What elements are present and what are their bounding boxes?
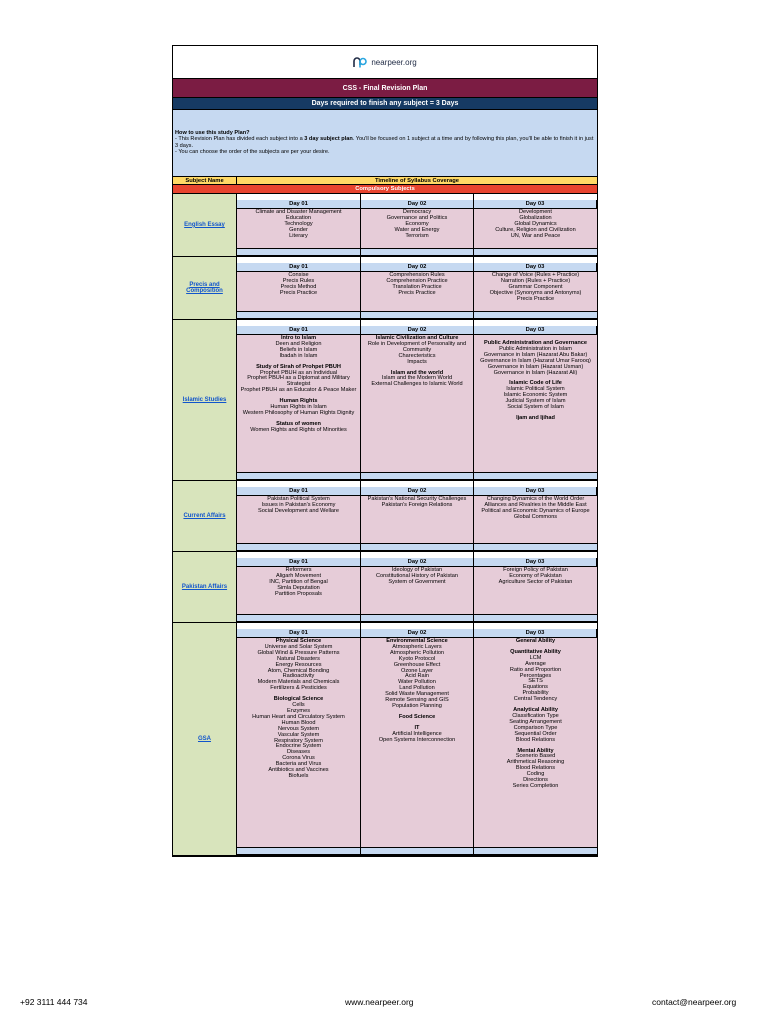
spacer-cell <box>361 249 474 256</box>
topic-item: Education <box>286 214 311 221</box>
subject-name-cell <box>173 623 237 855</box>
topic-heading: Mental Ability <box>517 747 554 754</box>
topic-heading: Ijam and Ijihad <box>516 414 555 421</box>
day-header: Day 02 <box>361 200 474 209</box>
spacer-cell <box>237 544 361 551</box>
topic-item: Diseases <box>286 749 310 756</box>
topic-item: System of Government <box>388 578 446 585</box>
topic-heading: Public Administration and Governance <box>484 340 587 346</box>
topic-item: Governance in Islam (Hazarat Usman) <box>487 363 584 370</box>
topic-item: Human Blood <box>281 719 316 726</box>
subject-name-cell <box>173 257 237 319</box>
subject-row <box>173 552 597 623</box>
topic-item: Classification Type <box>512 712 559 719</box>
topic-item: Economy of Pakistan <box>509 572 562 579</box>
topic-item: Precis Rules <box>282 277 315 284</box>
topic-item: Social System of Islam <box>507 404 564 411</box>
topic-item: Atmospheric Pollution <box>389 649 445 656</box>
day-header: Day 01 <box>237 200 361 209</box>
day-content <box>237 567 361 615</box>
topic-item: Comparison Type <box>513 724 558 731</box>
topic-item: Coding <box>526 771 545 778</box>
topic-item: Precis Method <box>280 283 317 290</box>
topic-item: Vascular System <box>277 731 320 738</box>
spacer-cell <box>237 615 361 622</box>
spacer-cell <box>474 473 597 480</box>
topic-item: Percentages <box>519 672 552 679</box>
topic-item: Kyoto Protocol <box>398 655 436 662</box>
subject-link[interactable]: Pakistan Affairs <box>181 583 228 590</box>
topic-item: Energy Resources <box>275 661 322 668</box>
topic-item: Culture, Religion and Civilization <box>495 226 576 233</box>
topic-item: Islam and the Modern World <box>381 375 453 382</box>
day-content <box>237 272 361 312</box>
topic-item: Economy <box>405 220 429 227</box>
topic-item: Governance in Islam (Hazarat Ali) <box>493 369 578 376</box>
topic-item: Atmospheric Layers <box>392 643 442 650</box>
spacer-cell <box>474 249 597 256</box>
day-header: Day 02 <box>361 558 474 567</box>
day-header: Day 01 <box>237 487 361 496</box>
spacer-cell <box>361 615 474 622</box>
subject-link[interactable]: English Essay <box>184 221 225 228</box>
topic-item: Water Pollution <box>398 679 436 686</box>
topic-item: Role in Development of Personality and Community <box>367 340 467 353</box>
howto-line-2: - You can choose the order of the subjects are per your desire. <box>175 148 330 155</box>
topic-item: Literary <box>289 232 308 239</box>
day-header: Day 03 <box>474 263 597 272</box>
topic-item: Probability <box>522 690 549 697</box>
topic-item: Objective (Synonyms and Antonyms) <box>489 289 582 296</box>
subject-row <box>173 257 597 320</box>
day-content <box>237 335 361 473</box>
topic-item: Average <box>525 660 546 667</box>
topic-item: Social Development and Wellare <box>257 507 340 514</box>
topic-item: UN, War and Peace <box>510 232 561 239</box>
topic-item: Nervous System <box>277 725 320 732</box>
topic-item: Ratio and Proportion <box>509 666 562 673</box>
topic-heading: Food Science <box>398 713 436 720</box>
subject-name-cell <box>173 481 237 551</box>
howto-section <box>173 110 597 177</box>
topic-item: Prophet PBUH as an Individual <box>259 369 338 376</box>
topic-item: Technology <box>284 220 313 227</box>
logo-row <box>173 46 597 79</box>
topic-item: Comprehension Practice <box>386 277 448 284</box>
topic-item: Prophet PBUH as a Diplomat and Military Strategist <box>247 375 350 388</box>
day-header: Day 01 <box>237 558 361 567</box>
day-header: Day 01 <box>237 263 361 272</box>
topic-item: Blood Relations <box>515 765 556 772</box>
spacer-cell <box>361 312 474 319</box>
topic-item: Population Planning <box>392 702 442 709</box>
day-header: Day 03 <box>474 326 597 335</box>
topic-item: Corona Virus <box>282 755 315 762</box>
topic-item: Central Tendency <box>513 696 558 703</box>
topic-item: Bacteria and Virus <box>275 761 322 768</box>
topic-heading: Islam and the world <box>390 369 444 376</box>
subject-row <box>173 623 597 856</box>
howto-line-1: - This Revision Plan has divided each subject into a 3 day subject plan. You'll be focused on 1 subject at a time and by following this plan, you'll be able to finish it in just 3 days. <box>175 136 594 149</box>
topic-item: Governance and Politics <box>386 214 448 221</box>
topic-item: Artificial Intelligence <box>392 730 442 737</box>
topic-item: Global Wind & Pressure Patterns <box>257 649 340 656</box>
day-content <box>474 496 597 544</box>
day-header: Day 02 <box>361 326 474 335</box>
topic-item: Arithmetical Reasoning <box>506 759 565 766</box>
subject-name-header: Subject Name <box>173 177 237 185</box>
topic-item: Constitutional History of Pakistan <box>375 572 459 579</box>
day-header: Day 01 <box>237 629 361 638</box>
topic-item: Public Administration in Islam <box>499 345 572 352</box>
topic-item: Women Rights and Rights of Minorities <box>250 426 347 433</box>
spacer-cell <box>361 544 474 551</box>
topic-item: Precis Practice <box>516 295 555 302</box>
topic-item: Open Systems Interconnection <box>378 736 456 743</box>
topic-item: Atom, Chemical Bonding <box>267 667 330 674</box>
topic-item: Equations <box>523 684 548 691</box>
topic-item: Seating Arrangement <box>509 718 562 725</box>
topic-item: Governance in Islam (Hazarat Umar Farooq) <box>480 357 591 364</box>
topic-item: Foreign Policy of Pakistan <box>503 567 568 573</box>
day-content <box>237 209 361 249</box>
topic-item: Simla Deputation <box>277 584 320 591</box>
spacer-cell <box>474 848 597 855</box>
topic-item: Western Philosophy of Human Rights Dignity <box>242 409 355 416</box>
subject-row <box>173 194 597 257</box>
topic-heading: Intro to Islam <box>280 335 317 341</box>
topic-heading: Quantitative Ability <box>510 648 561 655</box>
topic-item: Charecteristics <box>398 352 436 359</box>
topic-item: Fertilizers & Pesticides <box>270 685 327 692</box>
logo-text: nearpeer.org <box>371 57 417 67</box>
day-content <box>474 209 597 249</box>
topic-item: Islamic Economic System <box>503 392 568 399</box>
topic-item: Islamic Political System <box>506 386 565 393</box>
topic-item: Global Commons <box>513 513 558 520</box>
topic-item: Ozone Layer <box>400 667 434 674</box>
topic-item: Precis Practice <box>279 289 318 296</box>
footer-website[interactable]: www.nearpeer.org <box>345 997 414 1007</box>
revision-plan-sheet <box>172 45 598 857</box>
day-content <box>361 272 474 312</box>
topic-item: Aligarh Movement <box>275 572 322 579</box>
topic-item: Comprehension Rules <box>389 272 445 278</box>
topic-heading: Islamic Code of Life <box>509 380 562 387</box>
topic-item: Impacts <box>407 358 427 365</box>
topic-item: Remote Sensing and GIS <box>385 697 449 704</box>
day-content <box>474 638 597 848</box>
subject-row <box>173 320 597 481</box>
day-content <box>474 335 597 473</box>
topic-item: Pakistan's Foreign Relations <box>381 501 453 508</box>
topic-item: Development <box>519 209 552 215</box>
day-content <box>361 638 474 848</box>
day-content <box>474 272 597 312</box>
topic-item: Ibadah in Islam <box>279 352 318 359</box>
spacer-cell <box>474 312 597 319</box>
topic-item: Modern Materials and Chemicals <box>257 679 340 686</box>
topic-item: Narration (Rules + Practice) <box>500 277 571 284</box>
day-header: Day 03 <box>474 629 597 638</box>
topic-item: Human Heart and Circulatory System <box>252 713 345 720</box>
topic-item: Antibiotics and Vaccines <box>268 767 329 774</box>
subject-name-cell <box>173 194 237 256</box>
topic-item: Terrorism <box>405 232 429 239</box>
topic-item: Change of Voice (Rules + Practice) <box>491 272 580 278</box>
day-content <box>361 209 474 249</box>
topic-item: Land Pollution <box>399 685 435 692</box>
topic-item: Enzymes <box>286 707 310 714</box>
subject-link[interactable]: Islamic Studies <box>182 396 227 403</box>
topic-item: Deen and Religion <box>275 340 322 347</box>
topic-item: Alliances and Rivalries in the Middle East <box>484 501 587 508</box>
topic-heading: Islamic Civilization and Culture <box>375 335 459 341</box>
topic-heading: Study of Sirah of Prohpet PBUH <box>256 363 341 370</box>
spacer-cell <box>474 544 597 551</box>
topic-item: Globalization <box>519 214 552 221</box>
topic-item: Scenerio Based <box>515 753 556 760</box>
topic-item: Changing Dynamics of the World Order <box>486 496 585 502</box>
day-content <box>474 567 597 615</box>
topic-item: Climate and Disaster Management <box>255 209 342 215</box>
topic-item: Series Completion <box>512 782 559 789</box>
topic-heading: Biological Science <box>273 696 324 703</box>
compulsory-subjects-header: Compulsory Subjects <box>173 185 597 194</box>
topic-item: Issues in Pakistan's Economy <box>261 501 336 508</box>
topic-heading: Human Rights <box>279 398 318 405</box>
topic-item: INC, Partition of Bengal <box>269 578 328 585</box>
day-header: Day 03 <box>474 558 597 567</box>
spacer-cell <box>237 249 361 256</box>
spacer-cell <box>474 615 597 622</box>
day-header: Day 03 <box>474 200 597 209</box>
topic-item: Agriculture Sector of Pakistan <box>498 578 573 585</box>
subject-link[interactable]: GSA <box>197 735 211 742</box>
timeline-header: Timeline of Syllabus Coverage <box>237 177 597 185</box>
topic-item: Cells <box>292 702 305 709</box>
topic-item: Blood Relations <box>515 736 556 743</box>
spacer-cell <box>361 848 474 855</box>
topic-item: External Challenges to Islamic World <box>371 381 463 388</box>
table-header <box>173 177 597 185</box>
topic-item: Pakistan's National Security Challenges <box>367 496 467 502</box>
subject-link[interactable]: Precis and Composition <box>186 281 223 294</box>
spacer-cell <box>237 848 361 855</box>
topic-item: Pakistan Political System <box>267 496 330 502</box>
plan-title: CSS - Final Revision Plan <box>173 79 597 98</box>
subject-link[interactable]: Current Affairs <box>183 512 226 519</box>
footer-phone: +92 3111 444 734 <box>20 997 88 1007</box>
topic-heading: Analytical Ability <box>513 707 558 714</box>
spacer-cell <box>237 473 361 480</box>
day-content <box>361 496 474 544</box>
topic-item: Gender <box>289 226 308 233</box>
topic-heading: Status of women <box>276 420 321 427</box>
spacer-cell <box>361 473 474 480</box>
topic-item: Solid Waste Management <box>385 691 449 698</box>
topic-item: Beliefs in Islam <box>279 346 318 353</box>
topic-item: Greenhouse Effect <box>393 661 441 668</box>
topic-item: Consise <box>288 272 309 278</box>
topic-item: Grammar Component <box>508 283 563 290</box>
day-content <box>237 638 361 848</box>
topic-item: Biofuels <box>288 772 309 779</box>
topic-item: Judicial System of Islam <box>505 398 566 405</box>
nearpeer-logo-icon <box>353 57 367 68</box>
subject-row <box>173 481 597 552</box>
topic-item: Ideology of Pakistan <box>391 567 443 573</box>
topic-item: Governance in Islam (Hazarat Abu Bakar) <box>483 351 588 358</box>
topic-item: Human Rights in Islam <box>270 404 327 411</box>
day-header: Day 02 <box>361 263 474 272</box>
day-header: Day 01 <box>237 326 361 335</box>
topic-item: Reformers <box>285 567 312 573</box>
topic-item: Partition Proposals <box>275 590 322 597</box>
spacer-cell <box>237 312 361 319</box>
topic-heading: General Ability <box>515 638 556 644</box>
day-header: Day 02 <box>361 487 474 496</box>
topic-heading: IT <box>414 724 420 731</box>
nearpeer-logo <box>353 57 416 68</box>
topic-heading: Environmental Science <box>386 638 448 644</box>
topic-item: Prophet PBUH as an Educator & Peace Maker <box>240 387 357 394</box>
topic-item: Translation Practice <box>392 283 442 290</box>
topic-item: Universe and Solar System <box>264 643 333 650</box>
howto-heading: How to use this study Plan? <box>175 130 250 136</box>
topic-item: Sequential Order <box>514 730 557 737</box>
topic-item: Radioactivity <box>282 673 315 680</box>
topic-item: Respiratory System <box>274 737 323 744</box>
topic-item: Acid Rain <box>405 673 429 680</box>
topic-item: Global Dynamics <box>514 220 557 227</box>
day-header: Day 02 <box>361 629 474 638</box>
day-content <box>361 567 474 615</box>
topic-item: Precis Practice <box>398 289 436 296</box>
topic-heading: Physical Science <box>275 638 322 644</box>
topic-item: SETS <box>528 678 543 685</box>
subjects-table <box>173 194 597 856</box>
topic-item: Political and Economic Dynamics of Europe <box>481 507 590 514</box>
plan-subtitle: Days required to finish any subject = 3 Days <box>173 98 597 110</box>
footer-email[interactable]: contact@nearpeer.org <box>652 997 737 1007</box>
topic-item: Democracy <box>402 209 432 215</box>
topic-item: Natural Disasters <box>277 655 320 662</box>
topic-item: LCM <box>529 654 542 661</box>
day-content <box>361 335 474 473</box>
subject-name-cell <box>173 320 237 480</box>
topic-item: Endocrine System <box>275 743 322 750</box>
day-content <box>237 496 361 544</box>
topic-item: Water and Energy <box>394 226 440 233</box>
subject-name-cell <box>173 552 237 622</box>
day-header: Day 03 <box>474 487 597 496</box>
topic-item: Directions <box>523 777 548 784</box>
